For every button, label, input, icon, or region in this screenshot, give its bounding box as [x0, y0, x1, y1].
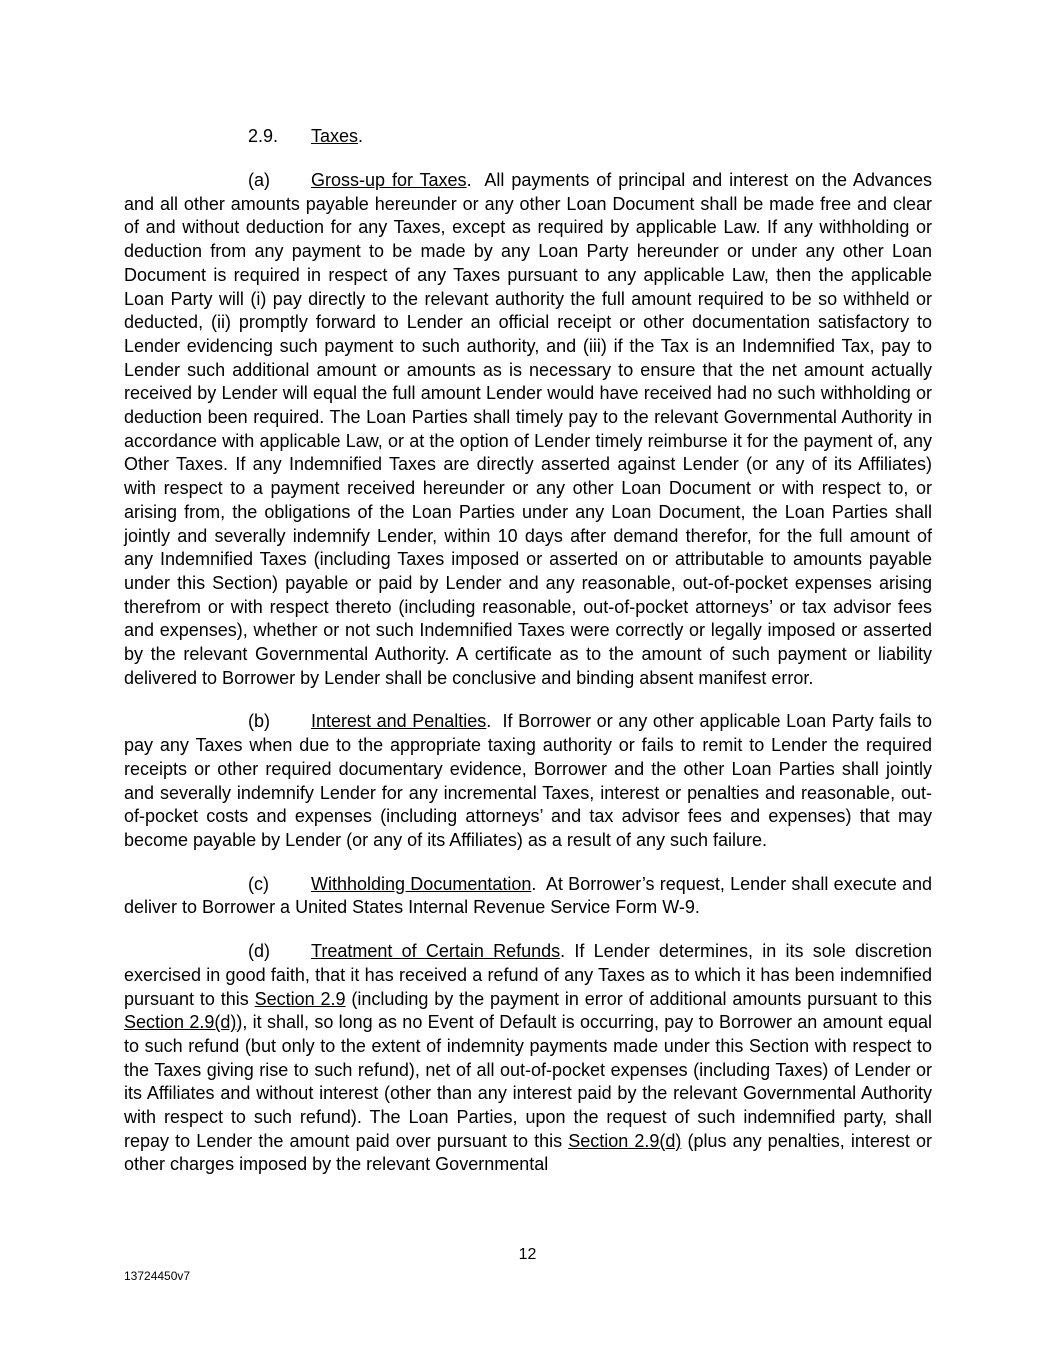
- paragraph-a-text: All payments of principal and interest on the Advances and all other amounts payable hereunder or any other Loan Document shall be made free and clear of and without deduction for any Taxes, except as required by applicable Law. If any withholding or deduction from any payment to be made by any Loan Party hereunder or under any other Loan Document is required in respect of any Taxes pursuant to any applicable Law, then the applicable Loan Party will (i) pay directly to the relevant authority the full amount required to be so withheld or deducted, (ii) promptly forward to Lender an official receipt or other documentation satisfactory to Lender evidencing such payment to such authority, and (iii) if the Tax is an Indemnified Tax, pay to Lender such additional amount or amounts as is necessary to ensure that the net amount actually received by Lender will equal the full amount Lender would have received had no such withholding or deduction been required. The Loan Parties shall timely pay to the relevant Governmental Authority in accordance with applicable Law, or at the option of Lender timely reimburse it for the payment of, any Other Taxes. If any Indemnified Taxes are directly asserted against Lender (or any of its Affiliates) with respect to a payment received hereunder or any other Loan Document or with respect to, or arising from, the obligations of the Loan Parties under any Loan Document, the Loan Parties shall jointly and severally indemnify Lender, within 10 days after demand therefor, for the full amount of any Indemnified Taxes (including Taxes imposed or asserted on or attributable to amounts payable under this Section) payable or paid by Lender and any reasonable, out-of-pocket expenses arising therefrom or with respect thereto (including reasonable, out-of-pocket attorneys’ or tax advisor fees and expenses), whether or not such Indemnified Taxes were correctly or legally imposed or asserted by the relevant Governmental Authority. A certificate as to the amount of such payment or liability delivered to Borrower by Lender shall be conclusive and binding absent manifest error.: [124, 170, 932, 688]
- paragraph-d-label: (d): [248, 941, 270, 962]
- paragraph-b: (b) Interest and Penalties. If Borrower or any other applicable Loan Party fails to pay any Taxes when due to the appropriate taxing authority or fails to remit to Lender the required receipts or other required documentary evidence, Borrower and the other Loan Parties shall jointly and severally indemnify Lender for any incremental Taxes, interest or penalties and reasonable, out-of-pocket costs and expenses (including attorneys’ and tax advisor fees and expenses) that may become payable by Lender (or any of its Affiliates) as a result of any such failure.: [124, 711, 932, 850]
- paragraph-b-label: (b): [248, 711, 270, 732]
- paragraph-b-text: If Borrower or any other applicable Loan Party fails to pay any Taxes when due to the appropriate taxing authority or fails to remit to Lender the required receipts or other required documentary evidence, Borrower and the other Loan Parties shall jointly and severally indemnify Lender for any incremental Taxes, interest or penalties and reasonable, out-of-pocket costs and expenses (including attorneys’ and tax advisor fees and expenses) that may become payable by Lender (or any of its Affiliates) as a result of any such failure.: [124, 711, 932, 850]
- page-number: 12: [518, 1246, 537, 1263]
- section-reference: Section 2.9(d): [568, 1130, 682, 1151]
- document-body: [124, 169, 932, 1177]
- paragraph-d-text-1: If Lender determines, in its sole discretion exercised in good faith, that it has received a refund of any Taxes as to which it has been indemnified pursuant to this: [124, 941, 932, 1009]
- paragraph-c-text: At Borrower’s request, Lender shall execute and deliver to Borrower a United States Internal Revenue Service Form W-9.: [124, 873, 933, 918]
- paragraph-c-heading: Withholding Documentation: [311, 873, 532, 894]
- paragraph-c: (c) Withholding Documentation. At Borrower’s request, Lender shall execute and deliver to Borrower a United States Internal Revenue Service Form W-9.: [124, 873, 933, 918]
- document-id: 13724450v7: [124, 1269, 191, 1283]
- section-number: 2.9.: [248, 126, 279, 146]
- paragraph-d-text-2: (including by the payment in error of additional amounts pursuant to this: [351, 988, 932, 1009]
- paragraph-a-label: (a): [248, 170, 270, 190]
- section-title: Taxes: [311, 126, 359, 146]
- paragraph-c-label: (c): [248, 873, 269, 894]
- paragraph-a-heading: Gross-up for Taxes: [311, 170, 467, 190]
- paragraph-d: (d) Treatment of Certain Refunds. If Lender determines, in its sole discretion exercised in good faith, that it has received a refund of any Taxes as to which it has been indemnified pursuant to this Section 2.9 (including by the payment in error of additional amounts pursuant to this Section 2.9(d)), it shall, so long as no Event of Default is occurring, pay to Borrower an amount equal to such refund (but only to the extent of indemnity payments made under this Section with respect to the Taxes giving rise to such refund), net of all out-of-pocket expenses (including Taxes) of Lender or its Affiliates and without interest (other than any interest paid by the relevant Governmental Authority with respect to such refund). The Loan Parties, upon the request of such indemnified party, shall repay to Lender the amount paid over pursuant to this Section 2.9(d) (plus any penalties, interest or other charges imposed by the relevant Governmental: [124, 941, 932, 1175]
- section-heading: 2.9. Taxes.: [248, 126, 364, 146]
- section-reference: Section 2.9(d): [124, 1012, 237, 1033]
- paragraph-d-text-3: ), it shall, so long as no Event of Default is occurring, pay to Borrower an amount equal to such refund (but only to the extent of indemnity payments made under this Section with respect to the Taxes giving rise to such refund), net of all out-of-pocket expenses (including Taxes) of Lender or its Affiliates and without interest (other than any interest paid by the relevant Governmental Authority with respect to such refund). The Loan Parties, upon the request of such indemnified party, shall repay to Lender the amount paid over pursuant to this: [124, 1012, 932, 1151]
- section-reference: Section 2.9: [254, 988, 346, 1009]
- paragraph-b-heading: Interest and Penalties: [311, 711, 487, 732]
- paragraph-d-heading: Treatment of Certain Refunds: [311, 941, 561, 962]
- paragraph-a: (a) Gross-up for Taxes. All payments of principal and interest on the Advances and all other amounts payable hereunder or any other Loan Document shall be made free and clear of and without deduction for any Taxes, except as required by applicable Law. If any withholding or deduction from any payment to be made by any Loan Party hereunder or under any other Loan Document is required in respect of any Taxes pursuant to any applicable Law, then the applicable Loan Party will (i) pay directly to the relevant authority the full amount required to be so withheld or deducted, (ii) promptly forward to Lender an official receipt or other documentation satisfactory to Lender evidencing such payment to such authority, and (iii) if the Tax is an Indemnified Tax, pay to Lender such additional amount or amounts as is necessary to ensure that the net amount actually received by Lender will equal the full amount Lender would have received had no such withholding or deduction been required. The Loan Parties shall timely pay to the relevant Governmental Authority in accordance with applicable Law, or at the option of Lender timely reimburse it for the payment of, any Other Taxes. If any Indemnified Taxes are directly asserted against Lender (or any of its Affiliates) with respect to a payment received hereunder or any other Loan Document or with respect to, or arising from, the obligations of the Loan Parties under any Loan Document, the Loan Parties shall jointly and severally indemnify Lender, within 10 days after demand therefor, for the full amount of any Indemnified Taxes (including Taxes imposed or asserted on or attributable to amounts payable under this Section) payable or paid by Lender and any reasonable, out-of-pocket expenses arising therefrom or with respect thereto (including reasonable, out-of-pocket attorneys’ or tax advisor fees and expenses), whether or not such Indemnified Taxes were correctly or legally imposed or asserted by the relevant Governmental Authority. A certificate as to the amount of such payment or liability delivered to Borrower by Lender shall be conclusive and binding absent manifest error.: [124, 170, 932, 688]
- paragraph-d-text-4: (plus any penalties, interest or other charges imposed by the relevant Governmental: [124, 1130, 932, 1175]
